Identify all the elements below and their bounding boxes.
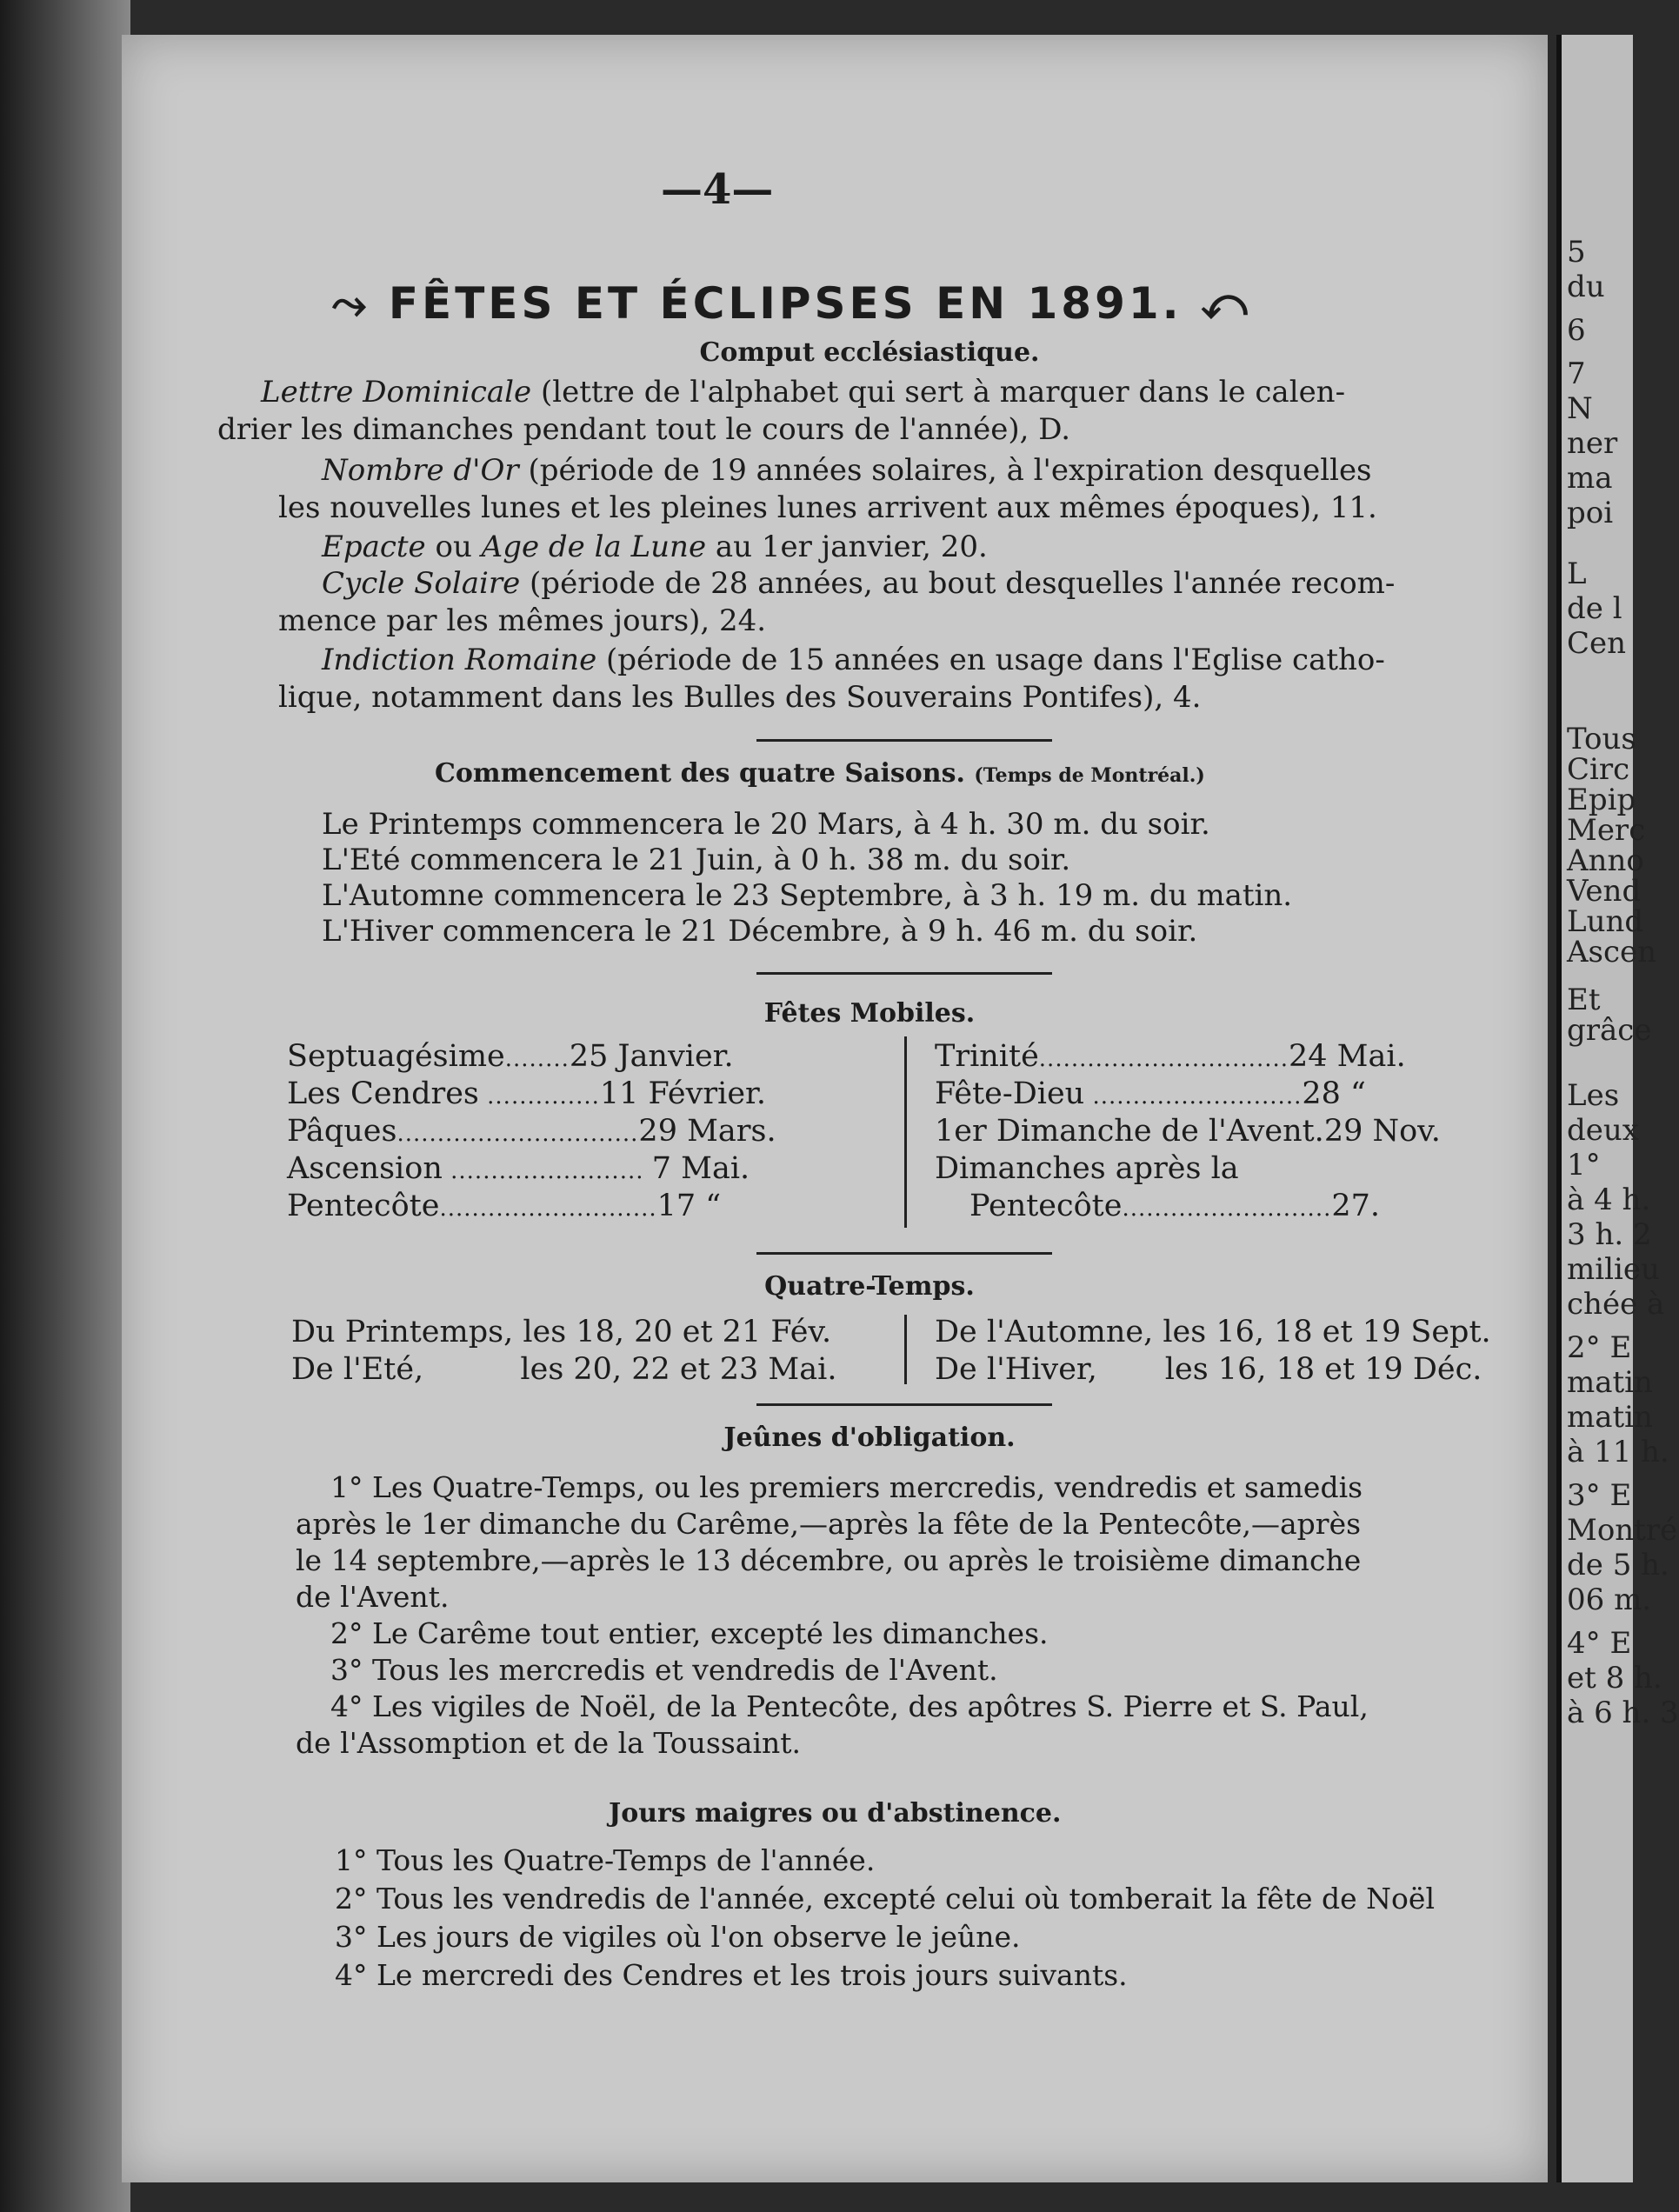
abstinence-line: 2° Tous les vendredis de l'année, excepté celui où tomberait la fête de Noël: [335, 1882, 1436, 1916]
term: Nombre d'Or: [322, 453, 519, 488]
adjacent-page-fragment: à 6 h. 3: [1567, 1696, 1679, 1730]
adjacent-page-fragment: 4° E: [1567, 1626, 1632, 1661]
abstinence-line: 1° Tous les Quatre-Temps de l'année.: [335, 1843, 876, 1877]
comput-item-4: [278, 565, 1396, 640]
comput-heading: Comput ecclésiastique.: [699, 337, 1040, 368]
abstinence-line: 4° Le mercredi des Cendres et les trois jours suivants.: [335, 1958, 1128, 1992]
fete-row: [287, 1076, 766, 1111]
term: Lettre Dominicale: [261, 375, 532, 410]
saison-line: L'Hiver commencera le 21 Décembre, à 9 h. 46 m. du soir.: [322, 914, 1198, 949]
fete-row: [935, 1039, 1406, 1074]
quatre-temps-row: De l'Eté, les 20, 22 et 23 Mai.: [291, 1352, 837, 1387]
fete-row: [935, 1076, 1366, 1111]
fete-name: Dimanches après la: [935, 1151, 1239, 1186]
fete-name: Pâques: [287, 1114, 397, 1149]
fete-name: Les Cendres: [287, 1076, 479, 1111]
fete-row: [287, 1189, 721, 1223]
saisons-list: [322, 807, 1292, 949]
fete-date: 25 Janvier.: [569, 1039, 734, 1074]
heading-text: Commencement des quatre Saisons.: [435, 758, 965, 789]
title-text: FÊTES ET ÉCLIPSES EN 1891.: [388, 278, 1183, 329]
term: Age de la Lune: [481, 530, 707, 564]
adjacent-page-fragment: Lund: [1567, 904, 1644, 939]
dot-leader: ..............................: [396, 1121, 639, 1147]
text: (période de 28 années, au bout desquelles l'année recom-: [520, 566, 1396, 601]
text: drier les dimanches pendant tout le cours de l'année), D.: [217, 412, 1071, 447]
adjacent-page-fragment: deux: [1567, 1113, 1639, 1148]
adjacent-page-fragment: Vend: [1567, 874, 1642, 909]
comput-item-2: [278, 452, 1377, 527]
adjacent-page-fragment: à 11 h.: [1567, 1435, 1669, 1469]
fete-date: 17 “: [656, 1189, 722, 1223]
adjacent-page-fragment: Montré: [1567, 1513, 1678, 1548]
adjacent-page-fragment: de l: [1567, 591, 1622, 626]
fete-row: [935, 1114, 1441, 1149]
dot-leader: ........: [504, 1046, 570, 1072]
adjacent-page-fragment: du: [1567, 270, 1605, 304]
adjacent-page-fragment: Tous: [1567, 722, 1636, 756]
jeune-line: 2° Le Carême tout entier, excepté les dimanches.: [330, 1616, 1049, 1650]
quatre-temps-heading: Quatre-Temps.: [764, 1271, 975, 1302]
adjacent-page-fragment: matin: [1567, 1400, 1653, 1435]
adjacent-page-fragment: poi: [1567, 496, 1614, 530]
comput-item-1: [217, 374, 1346, 449]
adjacent-page-fragment: 3 h. 2: [1567, 1217, 1652, 1252]
fete-date: 29 Nov.: [1323, 1114, 1441, 1149]
jeunes-heading: Jeûnes d'obligation.: [723, 1422, 1016, 1453]
adjacent-page-fragment: de 5 h.: [1567, 1548, 1669, 1582]
jeune-line: 4° Les vigiles de Noël, de la Pentecôte, des apôtres S. Pierre et S. Paul,: [330, 1689, 1369, 1723]
jeune-line: 3° Tous les mercredis et vendredis de l'Avent.: [330, 1653, 998, 1687]
adjacent-page-fragment: à 4 h.: [1567, 1183, 1651, 1217]
adjacent-page-fragment: Et: [1567, 983, 1601, 1017]
adjacent-page-fragment: 2° E: [1567, 1330, 1632, 1365]
adjacent-page-fragment: L: [1567, 556, 1587, 591]
dot-leader: ...............................: [1038, 1046, 1289, 1072]
ornament-right-icon: ⤺: [1182, 278, 1251, 329]
column-divider: [904, 1036, 907, 1228]
text: mence par les mêmes jours), 24.: [278, 603, 767, 638]
divider: [756, 972, 1052, 975]
adjacent-page-fragment: Merc: [1567, 813, 1646, 848]
fete-date: 11 Février.: [599, 1076, 767, 1111]
text: au 1er janvier, 20.: [706, 530, 988, 564]
adjacent-page-fragment: grâce: [1567, 1013, 1652, 1048]
fete-row: [935, 1151, 1239, 1186]
term: Epacte: [322, 530, 426, 564]
adjacent-page-fragment: 5: [1567, 235, 1586, 270]
fete-date: 29 Mars.: [638, 1114, 776, 1149]
abstinence-list: [335, 1842, 1435, 1995]
fete-name: Pentecôte: [287, 1189, 440, 1223]
fete-row: [287, 1039, 734, 1074]
dot-leader: ...........................: [439, 1196, 657, 1222]
jeune-line: de l'Assomption et de la Toussaint.: [296, 1726, 801, 1760]
jeunes-list: [296, 1469, 1369, 1762]
dot-leader: ..........................: [1122, 1196, 1332, 1222]
text: ou: [425, 530, 482, 564]
adjacent-page-fragment: ner: [1567, 426, 1618, 461]
saison-line: L'Automne commencera le 23 Septembre, à 3 h. 19 m. du matin.: [322, 878, 1293, 913]
divider: [756, 1252, 1052, 1255]
adjacent-page-fragment: Les: [1567, 1078, 1620, 1113]
divider: [756, 739, 1052, 742]
adjacent-page-fragment: matin: [1567, 1365, 1653, 1400]
page-number: —4—: [661, 165, 774, 214]
jeune-line: de l'Avent.: [296, 1580, 450, 1614]
page-title: [226, 278, 1356, 330]
dot-leader: ........................: [442, 1158, 652, 1184]
adjacent-page-fragment: ma: [1567, 461, 1613, 496]
fete-date: 24 Mai.: [1289, 1039, 1406, 1074]
fete-row: [287, 1114, 776, 1149]
fete-date: 28 “: [1302, 1076, 1366, 1111]
fete-name: Pentecôte: [969, 1189, 1123, 1223]
fete-row: [287, 1151, 750, 1186]
text: les nouvelles lunes et les pleines lunes arrivent aux mêmes époques), 11.: [278, 490, 1377, 525]
adjacent-page-fragment: 3° E: [1567, 1478, 1632, 1513]
saison-line: L'Eté commencera le 21 Juin, à 0 h. 38 m. du soir.: [322, 843, 1071, 877]
adjacent-page-fragment: milieu: [1567, 1252, 1660, 1287]
fete-name: Ascension: [287, 1151, 443, 1186]
quatre-temps-row: Du Printemps, les 18, 20 et 21 Fév.: [291, 1315, 832, 1349]
ornament-left-icon: ⤳: [331, 278, 389, 329]
divider: [756, 1403, 1052, 1406]
fete-row: [969, 1189, 1380, 1223]
dot-leader: ..........................: [1084, 1083, 1303, 1109]
adjacent-page-fragment: 1°: [1567, 1148, 1601, 1183]
term: Cycle Solaire: [322, 566, 521, 601]
adjacent-page-fragment: et 8 h.: [1567, 1661, 1662, 1696]
column-divider: [904, 1315, 907, 1384]
term: Indiction Romaine: [322, 643, 597, 677]
adjacent-page-fragment: N: [1567, 391, 1593, 426]
fete-date: 7 Mai.: [651, 1151, 750, 1186]
text: lique, notamment dans les Bulles des Souverains Pontifes), 4.: [278, 680, 1202, 715]
jeune-line: après le 1er dimanche du Carême,—après la fête de la Pentecôte,—après: [296, 1507, 1362, 1541]
adjacent-page-fragment: 6: [1567, 313, 1586, 348]
abstinence-heading: Jours maigres ou d'abstinence.: [609, 1798, 1062, 1829]
abstinence-line: 3° Les jours de vigiles où l'on observe le jeûne.: [335, 1920, 1021, 1954]
adjacent-page-fragment: Ascen: [1567, 935, 1657, 969]
book-binding: [0, 0, 130, 2212]
fete-date: 27.: [1331, 1189, 1381, 1223]
text: (période de 15 années en usage dans l'Eglise catho-: [596, 643, 1385, 677]
fete-name: 1er Dimanche de l'Avent.: [935, 1114, 1324, 1149]
jeune-line: 1° Les Quatre-Temps, ou les premiers mercredis, vendredis et samedis: [330, 1470, 1363, 1504]
adjacent-page-fragment: Epip: [1567, 783, 1636, 817]
fete-name: Septuagésime: [287, 1039, 505, 1074]
dot-leader: ..............: [478, 1083, 600, 1109]
adjacent-page-fragment: chée à: [1567, 1287, 1665, 1322]
jeune-line: le 14 septembre,—après le 13 décembre, ou après le troisième dimanche: [296, 1543, 1362, 1577]
fete-name: Fête-Dieu: [935, 1076, 1085, 1111]
quatre-temps-row: De l'Automne, les 16, 18 et 19 Sept.: [935, 1315, 1491, 1349]
comput-item-3: [322, 529, 988, 566]
adjacent-page-fragment: Anno: [1567, 843, 1644, 878]
adjacent-page-edge: [1556, 35, 1679, 2182]
text: (période de 19 années solaires, à l'expiration desquelles: [518, 453, 1372, 488]
quatre-temps-row: De l'Hiver, les 16, 18 et 19 Déc.: [935, 1352, 1482, 1387]
adjacent-page-fragment: 7: [1567, 356, 1586, 391]
saisons-heading: [435, 758, 1205, 789]
adjacent-page-fragment: 06 m.: [1567, 1582, 1652, 1617]
fetes-heading: Fêtes Mobiles.: [763, 998, 976, 1029]
comput-item-5: [278, 642, 1385, 716]
adjacent-page-fragment: Cen: [1567, 626, 1627, 661]
adjacent-page-fragment: Circ: [1567, 752, 1630, 787]
saison-line: Le Printemps commencera le 20 Mars, à 4 h. 30 m. du soir.: [322, 807, 1210, 842]
heading-note: (Temps de Montréal.): [974, 764, 1205, 787]
text: (lettre de l'alphabet qui sert à marquer dans le calen-: [531, 375, 1346, 410]
fete-name: Trinité: [935, 1039, 1039, 1074]
